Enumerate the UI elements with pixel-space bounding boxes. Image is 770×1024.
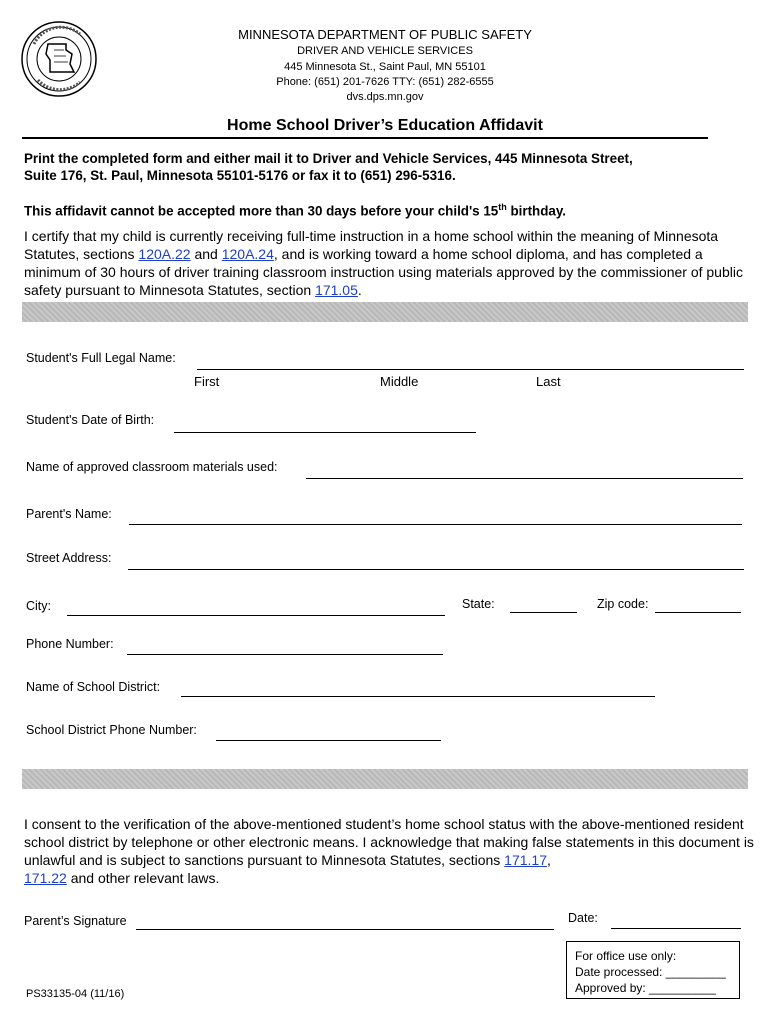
middle-name-caption: Middle [380, 374, 419, 389]
office-use-box [566, 941, 740, 999]
consent-text-1: I consent to the verification of the above-mentioned student’s home school status with the above-mentioned resident school district by telephone or other electronic means. I acknowledge that making false statements in this document is unlawful and is subject to sanctions pursuant to Minnesota Statutes, sections [24, 816, 754, 868]
dob-field[interactable] [174, 432, 476, 433]
statute-link-120a22[interactable]: 120A.22 [138, 246, 191, 262]
student-name-field[interactable] [197, 369, 744, 370]
cert-text-3: , and is working toward a home school diploma, and has completed a minimum of 30 hours of driver training classroom instruction using materials approved by the commissioner of public safety pursuant to Minnesota Statutes, section [24, 246, 743, 298]
warning-text: This affidavit cannot be accepted more than 30 days before your child's 15 [24, 203, 499, 219]
state-field[interactable] [510, 612, 577, 613]
zip-field[interactable] [655, 612, 741, 613]
street-address-field[interactable] [128, 569, 744, 570]
statute-link-17105[interactable]: 171.05 [315, 282, 358, 298]
form-title: Home School Driver’s Education Affidavit [227, 117, 543, 134]
date-processed-line: Date processed: _________ [575, 965, 726, 979]
phone-field[interactable] [127, 654, 443, 655]
cert-text-4: . [357, 282, 362, 298]
agency-phone: Phone: (651) 201-7626 TTY: (651) 282-6555 [276, 76, 494, 88]
date-field[interactable] [611, 928, 741, 929]
phone-label: Phone Number: [26, 637, 114, 651]
consent-paragraph [24, 815, 754, 887]
division-name: DRIVER AND VEHICLE SERVICES [297, 45, 473, 57]
section-divider-band [22, 769, 748, 789]
warning-tail: birthday. [506, 203, 567, 219]
first-name-caption: First [194, 374, 220, 389]
city-label: City: [26, 599, 51, 613]
cert-text-2: and [190, 246, 222, 262]
consent-text-3: and other relevant laws. [66, 870, 220, 886]
district-phone-label: School District Phone Number: [26, 723, 197, 737]
instructions-line-2: Suite 176, St. Paul, Minnesota 55101-5176 or fax it to (651) 296-5316. [24, 168, 456, 183]
agency-address: 445 Minnesota St., Saint Paul, MN 55101 [284, 61, 486, 73]
approved-by-line: Approved by: __________ [575, 981, 716, 995]
materials-field[interactable] [306, 478, 743, 479]
statute-link-120a24[interactable]: 120A.24 [221, 246, 274, 262]
instructions-line-1: Print the completed form and either mail it to Driver and Vehicle Services, 445 Minnesota Street, [24, 151, 633, 166]
district-phone-field[interactable] [216, 740, 441, 741]
school-district-field[interactable] [181, 696, 655, 697]
section-divider-band [22, 302, 748, 322]
last-name-caption: Last [536, 374, 561, 389]
parent-name-field[interactable] [129, 524, 742, 525]
parent-name-label: Parent's Name: [26, 507, 112, 521]
school-district-label: Name of School District: [26, 680, 161, 694]
consent-text-2: , [547, 852, 551, 868]
certification-paragraph [24, 227, 754, 299]
age-warning [24, 202, 754, 218]
form-number: PS33135-04 (11/16) [26, 988, 125, 1000]
agency-name: MINNESOTA DEPARTMENT OF PUBLIC SAFETY [238, 27, 532, 42]
student-name-label: Student's Full Legal Name: [26, 351, 176, 365]
street-address-label: Street Address: [26, 551, 112, 565]
cert-text-1: I certify that my child is currently receiving full-time instruction in a home school within the meaning of Minnesota Statutes, sections [24, 228, 719, 262]
materials-label: Name of approved classroom materials used: [26, 460, 278, 474]
statute-link-17117[interactable]: 171.17 [504, 852, 547, 868]
agency-website: dvs.dps.mn.gov [346, 91, 424, 103]
statute-link-17122[interactable]: 171.22 [24, 870, 67, 886]
date-label: Date: [568, 911, 598, 925]
office-use-heading: For office use only: [575, 949, 677, 963]
dob-label: Student's Date of Birth: [26, 413, 155, 427]
warning-superscript: th [498, 202, 507, 212]
city-field[interactable] [67, 615, 445, 616]
parent-signature-field[interactable] [136, 929, 554, 930]
state-label: State: [462, 597, 495, 611]
parent-signature-label: Parent’s Signature [24, 914, 127, 928]
title-divider [22, 137, 708, 139]
mail-instructions [24, 150, 754, 184]
zip-label: Zip code: [597, 597, 649, 611]
